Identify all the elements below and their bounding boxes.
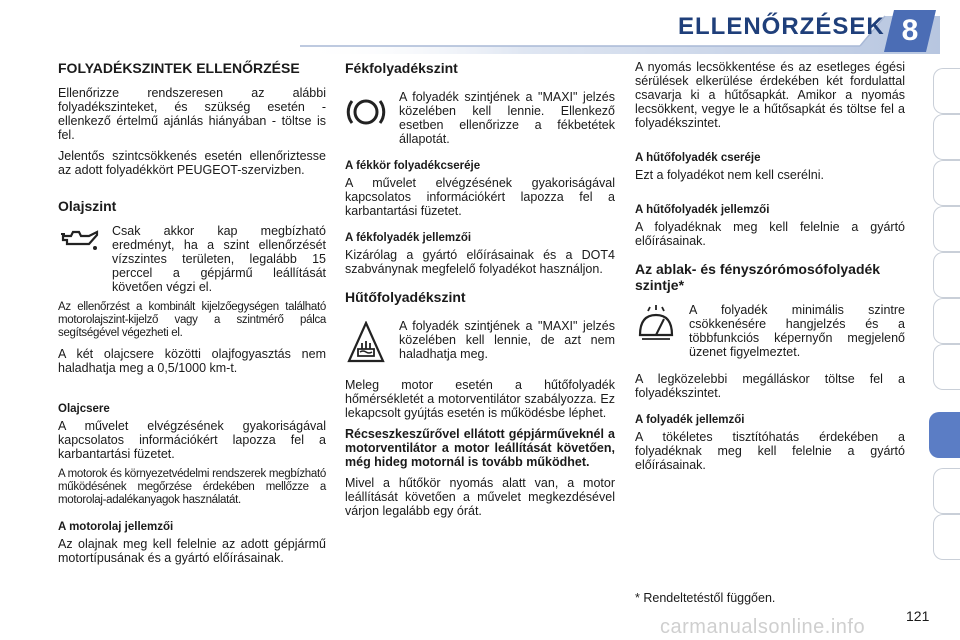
paragraph: A motorok és környezetvédelmi rendszerek megbízható működésének megőrzése érdekében mellőzze a motorolaj-adalékanyagok használatát. <box>58 468 326 506</box>
paragraph: A tökéletes tisztítóhatás érdekében a folyadéknak meg kell felelnie a gyártó előírásainak. <box>635 430 905 472</box>
chapter-tab[interactable] <box>933 298 960 344</box>
oil-level-note <box>58 224 326 294</box>
column-left <box>58 60 326 572</box>
subsection-title-washer-spec: A folyadék jellemzői <box>635 414 745 426</box>
paragraph: A folyadék szintjének a "MAXI" jelzés közelében kell lennie. Ellenkező esetben ellenőrizze a fékbetétek állapotát. <box>399 90 615 146</box>
chapter-tab[interactable] <box>933 344 960 390</box>
oil-can-icon <box>58 226 100 252</box>
section-title-fluid-levels: FOLYADÉKSZINTEK ELLENŐRZÉSE <box>58 60 300 76</box>
chapter-tab[interactable] <box>933 468 960 514</box>
warning-paragraph: Récseszkeszűrővel ellátott gépjárműveknél a motorventilátor a motor leállítását követően, még hideg motornál is tovább működhet. <box>345 427 615 469</box>
section-title-oil-level: Olajszint <box>58 198 117 214</box>
paragraph: Kizárólag a gyártó előírásainak és a DOT4 szabványnak megfelelő folyadékot használjon. <box>345 248 615 276</box>
washer-fluid-note <box>635 303 905 359</box>
paragraph: Ezt a folyadékot nem kell cserélni. <box>635 168 824 182</box>
coolant-note <box>345 319 615 365</box>
chapter-tab-active[interactable] <box>929 412 960 458</box>
paragraph: A művelet elvégzésének gyakoriságával kapcsolatos információkért lapozza fel a karbantartási füzetet. <box>345 176 615 218</box>
chapter-tab[interactable] <box>933 252 960 298</box>
paragraph: Ellenőrizze rendszeresen az alábbi folyadékszinteket, és szükség esetén - ellenkező értelmű ajánlás hiányában - töltse is fel. <box>58 86 326 142</box>
paragraph: A művelet elvégzésének gyakoriságával kapcsolatos információkért lapozza fel a karbantartási füzetet. <box>58 419 326 461</box>
subsection-title-oil-change: Olajcsere <box>58 403 110 415</box>
paragraph: Csak akkor kap megbízható eredményt, ha a szint ellenőrzését vízszintes területen, legalább 15 perccel a gépjármű leállítását követően végzi el. <box>112 224 326 294</box>
paragraph: Mivel a hűtőkör nyomás alatt van, a motor leállítását követően a művelet megkezdésével várjon legalább egy órát. <box>345 476 615 518</box>
chapter-tab[interactable] <box>933 514 960 560</box>
page-number: 121 <box>906 608 930 624</box>
chapter-number: 8 <box>901 14 919 47</box>
section-title-brake-fluid: Fékfolyadékszint <box>345 60 458 76</box>
paragraph: Jelentős szintcsökkenés esetén ellenőriztesse az adott folyadékkört PEUGEOT-szervizben. <box>58 149 326 177</box>
chapter-tab[interactable] <box>933 206 960 252</box>
chapter-tabs <box>930 68 960 578</box>
brake-fluid-note <box>345 90 615 146</box>
paragraph: A legközelebbi megálláskor töltse fel a folyadékszintet. <box>635 372 905 400</box>
subsection-title-brake-spec: A fékfolyadék jellemzői <box>345 232 472 244</box>
section-title-washer-fluid: Az ablak- és fényszórómosófolyadék szintje* <box>635 261 881 293</box>
chapter-tab[interactable] <box>933 114 960 160</box>
paragraph: A folyadék minimális szintre csökkenésére hangjelzés és a többfunkciós képernyőn megjelenő üzenet figyelmeztet. <box>689 303 905 359</box>
subsection-title-oil-spec: A motorolaj jellemzői <box>58 521 174 533</box>
coolant-warning-icon <box>345 321 387 365</box>
subsection-title-coolant-spec: A hűtőfolyadék jellemzői <box>635 204 770 216</box>
paragraph: A folyadéknak meg kell felelnie a gyártó előírásainak. <box>635 220 905 248</box>
column-right <box>635 60 905 479</box>
paragraph: Meleg motor esetén a hűtőfolyadék hőmérsékletét a motorventilátor szabályozza. Ez lekapcsolt gyújtás esetén is működésbe léphet. <box>345 378 615 420</box>
chapter-tab[interactable] <box>933 68 960 114</box>
paragraph: Az ellenőrzést a kombinált kijelzőegységen található motorolajszint-kijelző vagy a szintmérő pálca segítségével végezheti el. <box>58 301 326 339</box>
subsection-title-brake-change: A fékkör folyadékcseréje <box>345 160 481 172</box>
watermark: carmanualsonline.info <box>660 616 866 638</box>
column-middle <box>345 60 615 525</box>
footnote: * Rendeltetéstől függően. <box>635 591 776 605</box>
subsection-title-coolant-change: A hűtőfolyadék cseréje <box>635 152 761 164</box>
paragraph: A két olajcsere közötti olajfogyasztás nem haladhatja meg a 0,5/1000 km-t. <box>58 347 326 375</box>
page-title: ELLENŐRZÉSEK <box>678 13 885 40</box>
section-title-coolant: Hűtőfolyadékszint <box>345 289 466 305</box>
washer-fluid-icon <box>635 305 677 341</box>
brake-warning-icon <box>345 92 387 132</box>
paragraph: A folyadék szintjének a "MAXI" jelzés közelében kell lennie, de azt nem haladhatja meg. <box>399 319 615 361</box>
chapter-tab[interactable] <box>933 160 960 206</box>
paragraph: A nyomás lecsökkentése és az esetleges égési sérülések elkerülése érdekében két fordulattal csavarja ki a hűtősapkát. Amikor a nyomás lecsökkent, vegye le a hűtősapkát és töltse fel a folyadékszintet. <box>635 60 905 130</box>
paragraph: Az olajnak meg kell felelnie az adott gépjármű motortípusának és a gyártó előírásainak. <box>58 537 326 565</box>
